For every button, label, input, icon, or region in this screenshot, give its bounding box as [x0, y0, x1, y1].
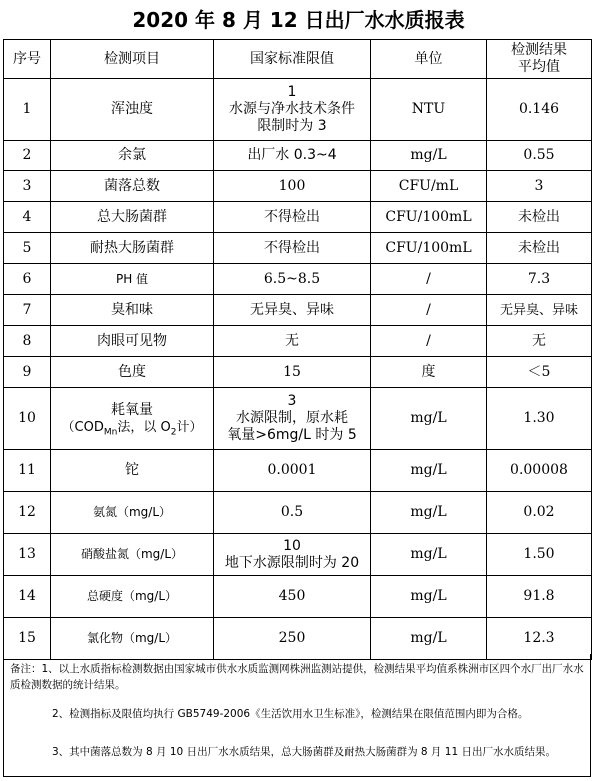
row-result: 未检出 — [487, 202, 592, 233]
table-row — [4, 171, 592, 202]
row-no: 2 — [4, 141, 51, 171]
row-no: 8 — [4, 326, 51, 357]
row-limit: 1 水源与净水技术条件 限制时为 3 — [214, 79, 371, 141]
row-unit: CFU/100mL — [371, 233, 487, 264]
report-title: 2020 年 8 月 12 日出厂水水质报表 — [132, 8, 465, 32]
header-unit: 单位 — [371, 40, 487, 79]
row-item: 氯化物（mg/L） — [51, 618, 214, 660]
row-item: 耐热大肠菌群 — [51, 233, 214, 264]
row-no: 13 — [4, 534, 51, 576]
method-text-c: 计） — [176, 419, 203, 435]
table-row — [4, 492, 592, 534]
notes-box — [3, 654, 591, 777]
row-result: 1.50 — [487, 534, 592, 576]
row-unit: / — [371, 326, 487, 357]
row-limit: 3 水源限制，原水耗 氧量>6mg/L 时为 5 — [214, 388, 371, 450]
table-row — [4, 233, 592, 264]
row-result: ＜5 — [487, 357, 592, 388]
row-unit: mg/L — [371, 388, 487, 450]
table-row — [4, 450, 592, 492]
table-row — [4, 141, 592, 171]
table-row — [4, 357, 592, 388]
method-text-b: 法，以 O — [117, 419, 171, 435]
header-result: 检测结果 平均值 — [487, 40, 592, 79]
table-row — [4, 534, 592, 576]
row-limit: 6.5~8.5 — [214, 264, 371, 295]
row-result: 0.146 — [487, 79, 592, 141]
table-row — [4, 264, 592, 295]
row-no: 9 — [4, 357, 51, 388]
note-1: 备注：1、以上水质指标检测数据由国家城市供水水质监测网株洲监测站提供，检测结果平均值系株洲市区四个水厂出厂水水质检测数据的统计结果。 — [10, 663, 584, 691]
table-row — [4, 576, 592, 618]
row-result: 0.00008 — [487, 450, 592, 492]
method-sub-mn: Mn — [103, 427, 118, 438]
header-row — [4, 40, 592, 79]
row-result: 无异臭、异味 — [487, 295, 592, 326]
row-unit: mg/L — [371, 534, 487, 576]
row-unit: 度 — [371, 357, 487, 388]
row-limit: 出厂水 0.3~4 — [214, 141, 371, 171]
row-unit: CFU/mL — [371, 171, 487, 202]
row-no: 1 — [4, 79, 51, 141]
row-item: 肉眼可见物 — [51, 326, 214, 357]
row-result: 未检出 — [487, 233, 592, 264]
row-no: 10 — [4, 388, 51, 450]
row-limit: 15 — [214, 357, 371, 388]
row-unit: mg/L — [371, 450, 487, 492]
row-item: 浑浊度 — [51, 79, 214, 141]
row-unit: / — [371, 295, 487, 326]
row-unit: mg/L — [371, 141, 487, 171]
row-unit: mg/L — [371, 492, 487, 534]
row-limit: 无异臭、异味 — [214, 295, 371, 326]
row-result: 91.8 — [487, 576, 592, 618]
row-item: 总大肠菌群 — [51, 202, 214, 233]
row-limit: 0.5 — [214, 492, 371, 534]
row-limit: 0.0001 — [214, 450, 371, 492]
row-limit: 450 — [214, 576, 371, 618]
row-no: 14 — [4, 576, 51, 618]
row-item: 臭和味 — [51, 295, 214, 326]
table-row — [4, 388, 592, 450]
row-no: 11 — [4, 450, 51, 492]
row-no: 5 — [4, 233, 51, 264]
row-item: 铊 — [51, 450, 214, 492]
row-result: 无 — [487, 326, 592, 357]
row-item: PH 值 — [51, 264, 214, 295]
row-result: 0.02 — [487, 492, 592, 534]
row-item: 总硬度（mg/L） — [51, 576, 214, 618]
header-item: 检测项目 — [51, 40, 214, 79]
table-row — [4, 295, 592, 326]
row-result: 7.3 — [487, 264, 592, 295]
row-unit: mg/L — [371, 618, 487, 660]
row-item: 色度 — [51, 357, 214, 388]
row-item: 余氯 — [51, 141, 214, 171]
row-unit: / — [371, 264, 487, 295]
row-item: 氨氮（mg/L） — [51, 492, 214, 534]
row-item: 硝酸盐氮（mg/L） — [51, 534, 214, 576]
row-item: 菌落总数 — [51, 171, 214, 202]
row-result: 12.3 — [487, 618, 592, 660]
row-no: 3 — [4, 171, 51, 202]
table-row — [4, 326, 592, 357]
row-no: 6 — [4, 264, 51, 295]
method-text-a: （COD — [61, 419, 104, 435]
row-no: 4 — [4, 202, 51, 233]
table-row — [4, 202, 592, 233]
row-result: 3 — [487, 171, 592, 202]
row-result: 1.30 — [487, 388, 592, 450]
row-no: 15 — [4, 618, 51, 660]
table-row — [4, 79, 592, 141]
method-sub-2: 2 — [170, 427, 177, 438]
row-limit: 100 — [214, 171, 371, 202]
water-quality-table — [3, 39, 592, 660]
row-limit: 无 — [214, 326, 371, 357]
row-limit: 不得检出 — [214, 202, 371, 233]
row-item — [51, 388, 214, 450]
header-limit: 国家标准限值 — [214, 40, 371, 79]
row-item-name: 耗氧量 — [111, 401, 153, 418]
row-no: 7 — [4, 295, 51, 326]
note-2: 2、检测指标及限值均执行 GB5749-2006《生活饮用水卫生标准》，检测结果在限值范围内即为合格。 — [52, 708, 529, 720]
row-result: 0.55 — [487, 141, 592, 171]
row-unit: CFU/100mL — [371, 202, 487, 233]
row-unit: mg/L — [371, 576, 487, 618]
row-item-method — [53, 419, 211, 436]
row-limit: 250 — [214, 618, 371, 660]
row-limit: 10 地下水源限制时为 20 — [214, 534, 371, 576]
row-no: 12 — [4, 492, 51, 534]
row-limit: 不得检出 — [214, 233, 371, 264]
header-no: 序号 — [4, 40, 51, 79]
row-unit: NTU — [371, 79, 487, 141]
note-3: 3、其中菌落总数为 8 月 10 日出厂水水质结果，总大肠菌群及耐热大肠菌群为 8 月 11 日出厂水水质结果。 — [52, 746, 556, 758]
